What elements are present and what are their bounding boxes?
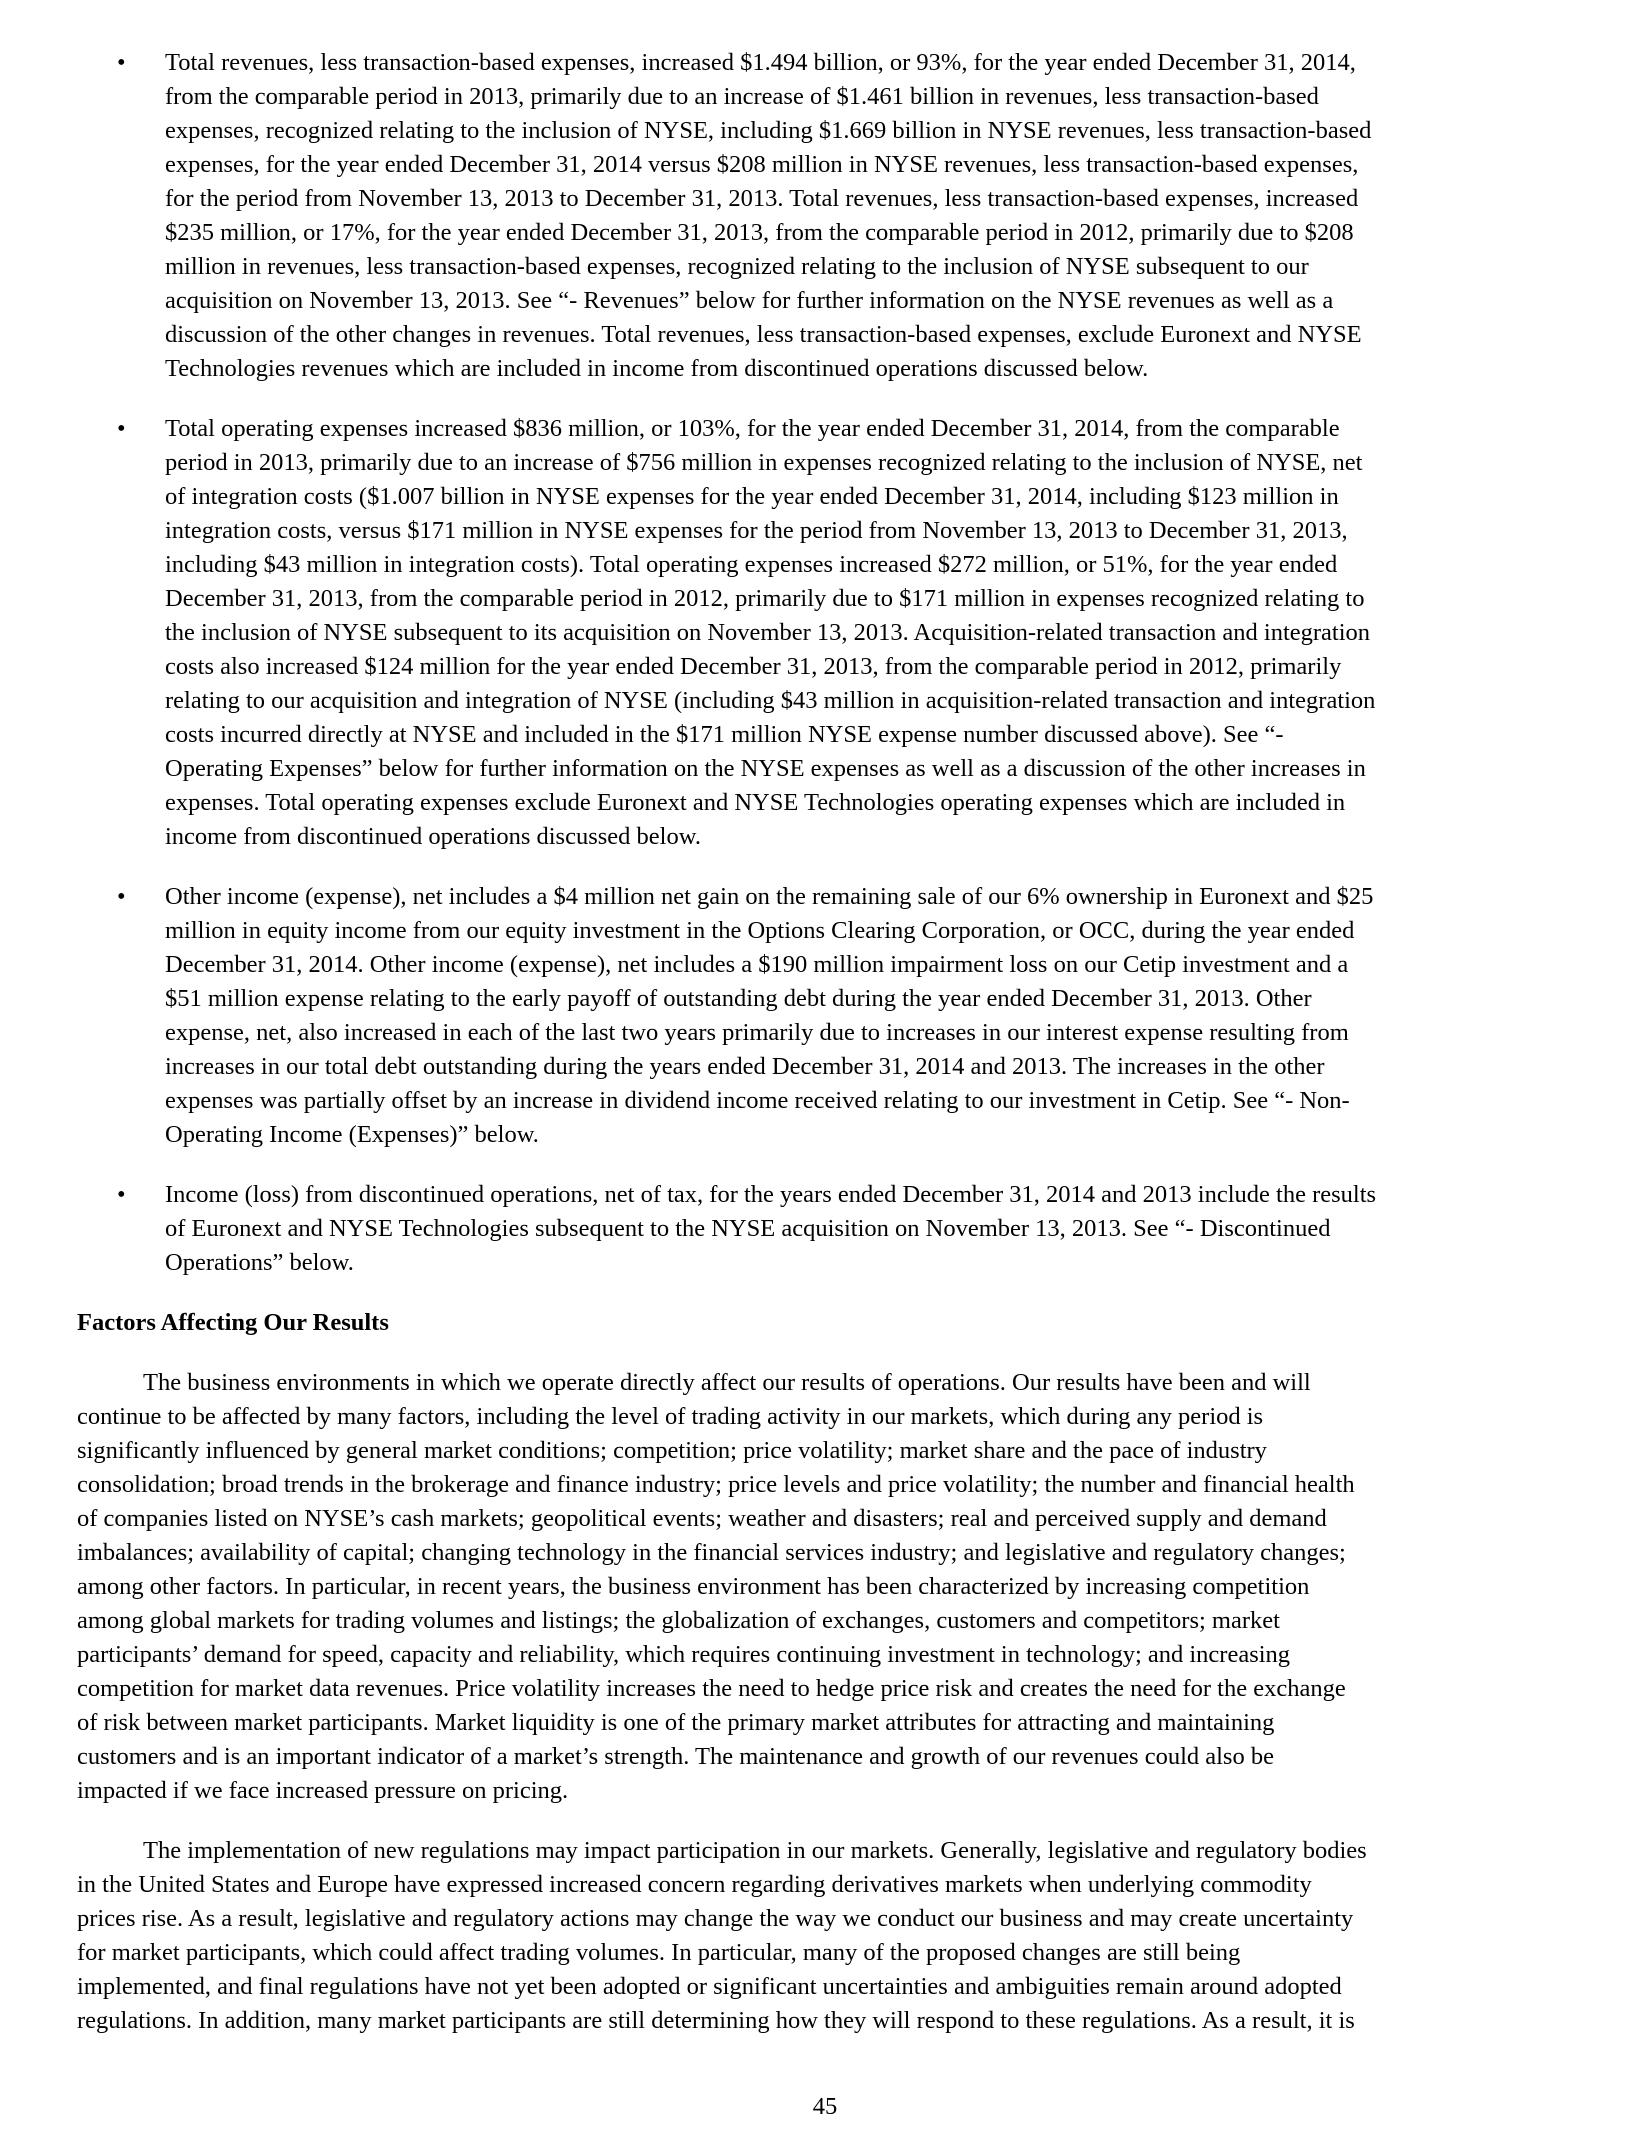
paragraph <box>77 1366 1557 1808</box>
text-line: December 31, 2013, from the comparable period in 2012, primarily due to $171 million in expenses recognized relating to <box>165 585 1365 612</box>
text-line: expenses. Total operating expenses exclude Euronext and NYSE Technologies operating expenses which are included in <box>165 789 1346 816</box>
text-line: acquisition on November 13, 2013. See “- Revenues” below for further information on the NYSE revenues as well as a <box>165 287 1334 314</box>
text-line: $51 million expense relating to the early payoff of outstanding debt during the year ended December 31, 2013. Other <box>165 985 1312 1012</box>
text-line: including $43 million in integration costs). Total operating expenses increased $272 million, or 51%, for the year ended <box>165 551 1338 578</box>
text-line: continue to be affected by many factors, including the level of trading activity in our markets, which during any period is <box>77 1403 1264 1430</box>
text-line: $235 million, or 17%, for the year ended December 31, 2013, from the comparable period in 2012, primarily due to $208 <box>165 219 1354 246</box>
text-line: Operating Income (Expenses)” below. <box>165 1121 539 1148</box>
text-line: income from discontinued operations discussed below. <box>165 823 701 850</box>
text-line: for market participants, which could affect trading volumes. In particular, many of the proposed changes are still being <box>77 1939 1241 1966</box>
text-line: expenses was partially offset by an increase in dividend income received relating to our investment in Cetip. See “- Non- <box>165 1087 1350 1114</box>
text-line: expense, net, also increased in each of the last two years primarily due to increases in our interest expense resulting from <box>165 1019 1349 1046</box>
text-line: costs also increased $124 million for the year ended December 31, 2013, from the comparable period in 2012, primarily <box>165 653 1342 680</box>
text-line: Total revenues, less transaction-based expenses, increased $1.494 billion, or 93%, for the year ended December 31, 2014, <box>165 49 1356 76</box>
text-line: prices rise. As a result, legislative and regulatory actions may change the way we conduct our business and may create uncertainty <box>77 1905 1354 1932</box>
text-line: consolidation; broad trends in the brokerage and finance industry; price levels and price volatility; the number and financial health <box>77 1471 1355 1498</box>
text-line: period in 2013, primarily due to an increase of $756 million in expenses recognized relating to the inclusion of NYSE, net <box>165 449 1363 476</box>
text-line: the inclusion of NYSE subsequent to its acquisition on November 13, 2013. Acquisition-related transaction and integration <box>165 619 1371 646</box>
text-line: for the period from November 13, 2013 to December 31, 2013. Total revenues, less transaction-based expenses, increased <box>165 185 1359 212</box>
text-line: competition for market data revenues. Price volatility increases the need to hedge price risk and creates the need for the exchange <box>77 1675 1346 1702</box>
bullet-icon: • <box>117 415 126 442</box>
text-line: imbalances; availability of capital; changing technology in the financial services industry; and legislative and regulatory changes; <box>77 1539 1346 1566</box>
section-heading: Factors Affecting Our Results <box>77 1309 389 1336</box>
bullet-icon: • <box>117 1181 126 1208</box>
bullet-icon: • <box>117 883 126 910</box>
document-page <box>77 46 1557 2064</box>
text-line: among other factors. In particular, in recent years, the business environment has been characterized by increasing competition <box>77 1573 1310 1600</box>
text-line: million in equity income from our equity investment in the Options Clearing Corporation, or OCC, during the year ended <box>165 917 1355 944</box>
bullet-item <box>77 880 1557 1152</box>
text-line: impacted if we face increased pressure on pricing. <box>77 1777 569 1804</box>
text-line: expenses, recognized relating to the inclusion of NYSE, including $1.669 billion in NYSE revenues, less transaction-based <box>165 117 1372 144</box>
text-line: increases in our total debt outstanding during the years ended December 31, 2014 and 2013. The increases in the other <box>165 1053 1325 1080</box>
body-paragraphs <box>77 1366 1557 2038</box>
text-line: December 31, 2014. Other income (expense), net includes a $190 million impairment loss on our Cetip investment and a <box>165 951 1349 978</box>
text-line: Income (loss) from discontinued operations, net of tax, for the years ended December 31, 2014 and 2013 include the results <box>165 1181 1377 1208</box>
text-line: million in revenues, less transaction-based expenses, recognized relating to the inclusion of NYSE subsequent to our <box>165 253 1309 280</box>
bullet-item <box>77 1178 1557 1280</box>
text-line: participants’ demand for speed, capacity and reliability, which requires continuing investment in technology; and increasing <box>77 1641 1291 1668</box>
text-line: Technologies revenues which are included in income from discontinued operations discussed below. <box>165 355 1149 382</box>
text-line: relating to our acquisition and integration of NYSE (including $43 million in acquisition-related transaction and integration <box>165 687 1376 714</box>
text-line: of Euronext and NYSE Technologies subsequent to the NYSE acquisition on November 13, 2013. See “- Discontinued <box>165 1215 1331 1242</box>
page-number: 45 <box>812 2093 838 2120</box>
text-line: The implementation of new regulations may impact participation in our markets. Generally, legislative and regulatory bodies <box>143 1837 1367 1864</box>
text-line: Operating Expenses” below for further information on the NYSE expenses as well as a discussion of the other increases in <box>165 755 1366 782</box>
text-line: from the comparable period in 2013, primarily due to an increase of $1.461 billion in revenues, less transaction-based <box>165 83 1319 110</box>
text-line: expenses, for the year ended December 31, 2014 versus $208 million in NYSE revenues, less transaction-based expenses, <box>165 151 1359 178</box>
bullet-item <box>77 412 1557 854</box>
text-line: costs incurred directly at NYSE and included in the $171 million NYSE expense number discussed above). See “- <box>165 721 1284 748</box>
text-line: Other income (expense), net includes a $4 million net gain on the remaining sale of our 6% ownership in Euronext and $25 <box>165 883 1374 910</box>
text-line: in the United States and Europe have expressed increased concern regarding derivatives markets when underlying commodity <box>77 1871 1312 1898</box>
bullet-item <box>77 46 1557 386</box>
text-line: customers and is an important indicator of a market’s strength. The maintenance and growth of our revenues could also be <box>77 1743 1274 1770</box>
text-line: significantly influenced by general market conditions; competition; price volatility; market share and the pace of industry <box>77 1437 1267 1464</box>
text-line: implemented, and final regulations have not yet been adopted or significant uncertainties and ambiguities remain around adopted <box>77 1973 1342 2000</box>
text-line: discussion of the other changes in revenues. Total revenues, less transaction-based expenses, exclude Euronext and NYSE <box>165 321 1362 348</box>
bullet-icon: • <box>117 49 126 76</box>
text-line: integration costs, versus $171 million in NYSE expenses for the period from November 13, 2013 to December 31, 2013, <box>165 517 1348 544</box>
text-line: regulations. In addition, many market participants are still determining how they will respond to these regulations. As a result, it is <box>77 2007 1355 2034</box>
text-line: The business environments in which we operate directly affect our results of operations. Our results have been and will <box>143 1369 1311 1396</box>
text-line: of integration costs ($1.007 billion in NYSE expenses for the year ended December 31, 2014, including $123 million in <box>165 483 1339 510</box>
text-line: Total operating expenses increased $836 million, or 103%, for the year ended December 31, 2014, from the comparable <box>165 415 1340 442</box>
text-line: among global markets for trading volumes and listings; the globalization of exchanges, customers and competitors; market <box>77 1607 1280 1634</box>
text-line: of companies listed on NYSE’s cash markets; geopolitical events; weather and disasters; real and perceived supply and demand <box>77 1505 1327 1532</box>
text-line: Operations” below. <box>165 1249 354 1276</box>
text-line: of risk between market participants. Market liquidity is one of the primary market attributes for attracting and maintaining <box>77 1709 1275 1736</box>
bullet-list <box>77 46 1557 1280</box>
paragraph <box>77 1834 1557 2038</box>
